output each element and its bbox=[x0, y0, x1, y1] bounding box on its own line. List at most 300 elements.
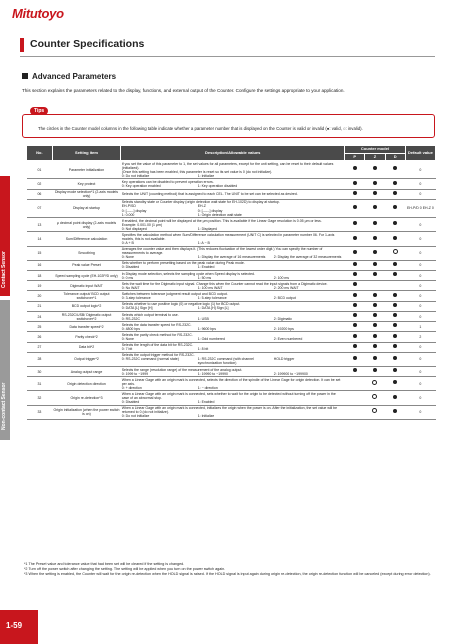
allowed-value: 0: Disabled bbox=[121, 400, 140, 405]
col-desc: Description/Allowable values bbox=[121, 146, 345, 161]
valid-dot-icon bbox=[393, 166, 397, 170]
valid-dot-icon bbox=[373, 272, 377, 276]
model-p-validity bbox=[345, 332, 365, 342]
allowed-value: 0: 4800 bps bbox=[121, 326, 140, 331]
param-number: 26 bbox=[27, 332, 53, 342]
table-row bbox=[27, 218, 436, 232]
allowed-value: 0: 7 bit bbox=[121, 347, 133, 352]
model-d-validity bbox=[385, 281, 405, 291]
description bbox=[121, 377, 345, 391]
default-value: 0 bbox=[405, 232, 435, 246]
allowed-value: 1: DATA [H] Sign [L] bbox=[197, 306, 229, 311]
valid-dot-icon bbox=[373, 344, 377, 348]
allowed-value: 1: 19990 to −19990 bbox=[197, 371, 228, 376]
valid-dot-icon bbox=[353, 313, 357, 317]
valid-dot-icon bbox=[373, 191, 377, 195]
allowed-value: 1: − direction bbox=[197, 385, 218, 390]
table-row bbox=[27, 281, 436, 291]
allowed-values bbox=[122, 296, 344, 300]
model-z-validity bbox=[365, 260, 385, 270]
valid-dot-icon bbox=[373, 166, 377, 170]
col-model: Counter model bbox=[345, 146, 406, 154]
description-line: Averages the counter value and then displays it. (This reduces fluctuation of the lowest order digit.) You can specify the number of measurements to average. bbox=[121, 247, 323, 256]
table-row bbox=[27, 311, 436, 321]
setting-item: Parameter initialization bbox=[52, 161, 120, 179]
param-number: 24 bbox=[27, 311, 53, 321]
valid-dot-icon bbox=[353, 334, 357, 338]
model-d-validity bbox=[385, 377, 405, 391]
default-value: 0 bbox=[405, 391, 435, 405]
model-z-validity bbox=[365, 271, 385, 281]
model-d-validity bbox=[385, 342, 405, 352]
model-p-validity bbox=[345, 367, 365, 377]
description-line: Selects which output terminal to use. bbox=[121, 312, 179, 317]
description bbox=[121, 218, 345, 232]
allowed-value: 0: + direction bbox=[121, 385, 142, 390]
model-p-validity bbox=[345, 199, 365, 217]
description bbox=[121, 391, 345, 405]
table-row bbox=[27, 291, 436, 301]
description bbox=[121, 291, 345, 301]
setting-item: Display at startup bbox=[52, 199, 120, 217]
side-tab-contact bbox=[0, 176, 10, 296]
table-row bbox=[27, 246, 436, 260]
table-row bbox=[27, 301, 436, 311]
description-line: Selects the output trigger method for RS-232C. bbox=[121, 353, 195, 358]
valid-dot-icon bbox=[353, 262, 357, 266]
param-number: 18 bbox=[27, 271, 53, 281]
allowed-value: 0: A + B bbox=[121, 240, 134, 245]
valid-dot-icon bbox=[393, 221, 397, 225]
valid-dot-icon bbox=[353, 293, 357, 297]
valid-dot-icon bbox=[353, 205, 357, 209]
model-p-validity bbox=[345, 301, 365, 311]
param-number: 21 bbox=[27, 301, 53, 311]
description-line: Sets whether to perform presetting based on the peak value during Peak mode. bbox=[121, 261, 245, 266]
description bbox=[121, 322, 345, 332]
table-row bbox=[27, 199, 436, 217]
param-number: 28 bbox=[27, 352, 53, 366]
description-line: (Once this setting has been enabled, this parameter is reset so its set value is 0 (do not initialize). bbox=[121, 169, 273, 174]
invalid-circle-icon bbox=[393, 249, 398, 254]
invalid-circle-icon bbox=[372, 380, 377, 385]
model-d-validity bbox=[385, 161, 405, 179]
description-line: Selects the parity check method for RS-232C. bbox=[121, 332, 193, 337]
allowed-values bbox=[122, 400, 344, 404]
allowed-values bbox=[122, 414, 344, 418]
model-z-validity bbox=[365, 161, 385, 179]
setting-item: Key protect bbox=[52, 179, 120, 189]
setting-item: Sum/Difference calculation bbox=[52, 232, 120, 246]
description bbox=[121, 189, 345, 199]
table-row bbox=[27, 332, 436, 342]
allowed-value: EH-P/SD bbox=[121, 204, 136, 209]
description bbox=[121, 271, 345, 281]
allowed-value: 1: Odd numbered bbox=[197, 336, 225, 341]
allowed-value: 1: Display the average of 16 measurements bbox=[197, 255, 266, 260]
table-body bbox=[27, 161, 436, 420]
allowed-value: EH-Z bbox=[197, 204, 206, 209]
description-line: Example: 0.001.00 (1 μm) bbox=[121, 222, 163, 227]
default-value: 0 bbox=[405, 281, 435, 291]
param-number: 15 bbox=[27, 246, 53, 260]
allowed-value: 1: Enabled bbox=[197, 400, 215, 405]
allowed-values bbox=[122, 286, 344, 290]
title-rule bbox=[20, 56, 435, 57]
param-number: 33 bbox=[27, 405, 53, 419]
model-p-validity bbox=[345, 405, 365, 419]
valid-dot-icon bbox=[353, 236, 357, 240]
parameter-table bbox=[26, 145, 436, 420]
valid-dot-icon bbox=[373, 236, 377, 240]
default-value: 0 bbox=[405, 161, 435, 179]
model-z-validity bbox=[365, 332, 385, 342]
valid-dot-icon bbox=[353, 250, 357, 254]
table-row bbox=[27, 161, 436, 179]
model-d-validity bbox=[385, 246, 405, 260]
allowed-value: 1: 0.000 bbox=[121, 212, 135, 217]
model-z-validity bbox=[365, 189, 385, 199]
table-row bbox=[27, 232, 436, 246]
brand-logo: Mitutoyo bbox=[12, 6, 64, 21]
valid-dot-icon bbox=[373, 205, 377, 209]
valid-dot-icon bbox=[393, 293, 397, 297]
setting-item: Display mode selection*1 (2-axis models only) bbox=[52, 189, 120, 199]
description-line: When a Linear Gage with an origin mark is connected, sets whether to wait for the origin to be detected without turning off the power in the case of an abnormal stop. bbox=[121, 392, 336, 401]
allowed-value: 0: None bbox=[121, 255, 134, 260]
setting-item: Tolerance output/ BCD output switchover*1 bbox=[52, 291, 120, 301]
allowed-value: 0: Disabled bbox=[121, 265, 140, 270]
default-value: 0 bbox=[405, 271, 435, 281]
model-z-validity bbox=[365, 246, 385, 260]
description-line: Selects whether to use positive logic (0) or negative logic (1) for BCD output. bbox=[121, 302, 241, 307]
allowed-values bbox=[122, 386, 344, 390]
invalid-circle-icon bbox=[372, 394, 377, 399]
setting-item: Origin re-detection*3 bbox=[52, 391, 120, 405]
model-z-validity bbox=[365, 301, 385, 311]
valid-dot-icon bbox=[393, 205, 397, 209]
allowed-value: 0: None bbox=[121, 336, 134, 341]
description bbox=[121, 246, 345, 260]
tips-badge: Tips bbox=[30, 107, 48, 115]
param-number: 31 bbox=[27, 377, 53, 391]
default-value: 0 bbox=[405, 311, 435, 321]
valid-dot-icon bbox=[393, 272, 397, 276]
model-z-validity bbox=[365, 291, 385, 301]
setting-item: Origin initialization (when the power switch is on) bbox=[52, 405, 120, 419]
valid-dot-icon bbox=[373, 356, 377, 360]
model-d-validity bbox=[385, 199, 405, 217]
description-line: In Display mode selection, selects the sampling cycle when Speed display is selected. bbox=[121, 271, 255, 276]
side-tab-noncontact bbox=[0, 300, 10, 440]
allowed-value: 1: USB bbox=[197, 316, 209, 321]
page-number-box bbox=[0, 610, 38, 644]
allowed-values bbox=[122, 213, 344, 217]
model-z-validity bbox=[365, 232, 385, 246]
valid-dot-icon bbox=[353, 282, 357, 286]
col-item: Setting item bbox=[52, 146, 120, 161]
model-z-validity bbox=[365, 391, 385, 405]
allowed-values bbox=[122, 327, 344, 331]
default-value: 0 bbox=[405, 301, 435, 311]
allowed-values bbox=[122, 306, 344, 310]
allowed-value: 1: 50 ms bbox=[197, 275, 212, 280]
default-value: 0 bbox=[405, 291, 435, 301]
model-p-validity bbox=[345, 352, 365, 366]
default-value: 1 bbox=[405, 322, 435, 332]
model-z-validity bbox=[365, 405, 385, 419]
description-line: Selects the range (resolution range) of the measurement of the analog output. bbox=[121, 367, 243, 372]
allowed-value: 1: Origin detection wait state bbox=[197, 212, 242, 217]
allowed-value: 0: RS-232C command (normal state) bbox=[121, 357, 179, 362]
valid-dot-icon bbox=[353, 368, 357, 372]
allowed-values bbox=[122, 357, 344, 365]
valid-dot-icon bbox=[393, 313, 397, 317]
table-row bbox=[27, 377, 436, 391]
description bbox=[121, 352, 345, 366]
model-z-validity bbox=[365, 311, 385, 321]
section-heading bbox=[22, 72, 116, 81]
allowed-value: 0: Not displayed bbox=[121, 226, 147, 231]
allowed-values bbox=[122, 317, 344, 321]
allowed-value: 1: Enabled bbox=[197, 265, 215, 270]
model-d-validity bbox=[385, 311, 405, 321]
valid-dot-icon bbox=[373, 313, 377, 317]
model-z-validity bbox=[365, 322, 385, 332]
param-number: 06 bbox=[27, 189, 53, 199]
allowed-values bbox=[122, 227, 344, 231]
footnote: *3 When the setting is enabled, the Counter will wait for the origin re-detection when the HOLD signal is raised. If the HOLD signal is input again during origin re-detection, the origin re-detection function will be canceled (except during error detection). bbox=[24, 571, 431, 576]
model-z-validity bbox=[365, 281, 385, 291]
section-title: Advanced Parameters bbox=[32, 72, 117, 81]
setting-item: Origin detection direction bbox=[52, 377, 120, 391]
setting-item: μ decimal point display (2-axis models only) bbox=[52, 218, 120, 232]
allowed-values bbox=[122, 276, 344, 280]
description-line: Selects standby state or Counter display (origin detection wait state for EH-102D) to display at startup. bbox=[121, 200, 280, 205]
description-line: Specifies the calculation method when Sum/Difference calculation measurement (UNIT C) is selected in parameter number 06. For 1-axis models, this is not available. bbox=[121, 232, 335, 241]
setting-item: Smoothing bbox=[52, 246, 120, 260]
allowed-value: 1: RS-232C command (with channel synchronization function) bbox=[197, 357, 254, 366]
description-line: Sets the wait time for the Digimatic input signal. Change this when the Counter cannot read the input signals from a Digimatic device. bbox=[121, 281, 328, 286]
valid-dot-icon bbox=[393, 356, 397, 360]
col-p: P bbox=[345, 153, 365, 161]
description-line: If you set the value of this parameter to 1, the set values for all parameters, except for the unit setting, can be reset to their default values (initialized). bbox=[121, 161, 334, 170]
param-number: 25 bbox=[27, 322, 53, 332]
setting-item: Output trigger*2 bbox=[52, 352, 120, 366]
footnotes bbox=[24, 562, 436, 577]
allowed-value: 0: [------] display bbox=[121, 208, 147, 213]
valid-dot-icon bbox=[393, 181, 397, 185]
allowed-value: 2: 200 ms WAIT bbox=[273, 285, 299, 290]
model-p-validity bbox=[345, 271, 365, 281]
valid-dot-icon bbox=[353, 303, 357, 307]
valid-dot-icon bbox=[353, 344, 357, 348]
description bbox=[121, 301, 345, 311]
setting-item: Analog output range bbox=[52, 367, 120, 377]
description-line: Selects the data transfer speed for RS-232C. bbox=[121, 322, 192, 327]
model-p-validity bbox=[345, 281, 365, 291]
col-default: Default value bbox=[405, 146, 435, 161]
allowed-value: 1: Initialize bbox=[197, 173, 215, 178]
model-d-validity bbox=[385, 189, 405, 199]
model-z-validity bbox=[365, 352, 385, 366]
valid-dot-icon bbox=[353, 221, 357, 225]
allowed-values bbox=[122, 337, 344, 341]
table-row bbox=[27, 342, 436, 352]
valid-dot-icon bbox=[353, 191, 357, 195]
description-line: Selects the length of the data bit for RS-232C. bbox=[121, 343, 194, 348]
valid-dot-icon bbox=[353, 356, 357, 360]
allowed-value: 0: Do not initialize bbox=[121, 173, 150, 178]
allowed-value: 0: Key operation enabled bbox=[121, 184, 161, 189]
default-value: 0 bbox=[405, 367, 435, 377]
model-d-validity bbox=[385, 332, 405, 342]
allowed-value: 0: RS-232C bbox=[121, 316, 140, 321]
allowed-value: 1: 9600 bps bbox=[197, 326, 216, 331]
valid-dot-icon bbox=[393, 409, 397, 413]
allowed-value: 2: BCD output bbox=[273, 296, 296, 301]
setting-item: Data transfer speed*2 bbox=[52, 322, 120, 332]
model-p-validity bbox=[345, 232, 365, 246]
model-p-validity bbox=[345, 218, 365, 232]
default-value: 0 bbox=[405, 352, 435, 366]
valid-dot-icon bbox=[393, 191, 397, 195]
valid-dot-icon bbox=[373, 334, 377, 338]
allowed-value: 2: 100 ms bbox=[273, 275, 290, 280]
param-number: 19 bbox=[27, 281, 53, 291]
table-row bbox=[27, 271, 436, 281]
default-value: 0 bbox=[405, 342, 435, 352]
param-number: 16 bbox=[27, 260, 53, 270]
description-line: Switches between tolerance judgment result output and BCD output. bbox=[121, 292, 228, 297]
allowed-value: 1: Displayed bbox=[197, 226, 217, 231]
valid-dot-icon bbox=[373, 262, 377, 266]
valid-dot-icon bbox=[373, 323, 377, 327]
allowed-value: 1: 5-step tolerance bbox=[197, 296, 227, 301]
setting-item: Parity check*2 bbox=[52, 332, 120, 342]
table-row bbox=[27, 179, 436, 189]
allowed-value: 2: Even numbered bbox=[273, 336, 303, 341]
table-row bbox=[27, 260, 436, 270]
description bbox=[121, 405, 345, 419]
param-number: 30 bbox=[27, 367, 53, 377]
table-row bbox=[27, 391, 436, 405]
valid-dot-icon bbox=[353, 272, 357, 276]
page-title: Counter Specifications bbox=[30, 38, 145, 50]
valid-dot-icon bbox=[393, 323, 397, 327]
page-number: 1-59 bbox=[6, 621, 23, 630]
setting-item: Data bit*2 bbox=[52, 342, 120, 352]
model-p-validity bbox=[345, 189, 365, 199]
footnote: *1 The Preset value and tolerance value that had been set will be cleared if the setting is changed. bbox=[24, 562, 185, 566]
model-d-validity bbox=[385, 260, 405, 270]
model-p-validity bbox=[345, 342, 365, 352]
col-d: D bbox=[385, 153, 405, 161]
valid-dot-icon bbox=[373, 221, 377, 225]
allowed-values bbox=[122, 265, 344, 269]
param-number: 01 bbox=[27, 161, 53, 179]
valid-dot-icon bbox=[373, 293, 377, 297]
model-p-validity bbox=[345, 377, 365, 391]
default-value: EH-P/D 0 EH-Z 0 bbox=[405, 199, 435, 217]
model-p-validity bbox=[345, 391, 365, 405]
allowed-value: 1: 100 ms WAIT bbox=[197, 285, 223, 290]
valid-dot-icon bbox=[393, 236, 397, 240]
param-number: 14 bbox=[27, 232, 53, 246]
description bbox=[121, 199, 345, 217]
allowed-values bbox=[122, 255, 344, 259]
allowed-value: 2: Digimatic bbox=[273, 316, 292, 321]
model-d-validity bbox=[385, 301, 405, 311]
footnote: *2 Turn off the power switch after changing the setting. The setting will be applied when you turn on the power switch again. bbox=[24, 566, 226, 571]
param-number: 02 bbox=[27, 179, 53, 189]
model-d-validity bbox=[385, 271, 405, 281]
col-z: Z bbox=[365, 153, 385, 161]
side-tab-noncontact-label: Non-contact Sensor bbox=[1, 382, 7, 430]
param-number: 07 bbox=[27, 199, 53, 217]
model-p-validity bbox=[345, 291, 365, 301]
description bbox=[121, 161, 345, 179]
description-line: If enabled, the decimal point will be displayed at the μm position. This is available if the Linear Gage resolution is 0.05 μm or less. bbox=[121, 218, 322, 223]
model-d-validity bbox=[385, 232, 405, 246]
description bbox=[121, 232, 345, 246]
model-z-validity bbox=[365, 377, 385, 391]
valid-dot-icon bbox=[373, 181, 377, 185]
setting-item: Digimatic input WAIT bbox=[52, 281, 120, 291]
model-z-validity bbox=[365, 342, 385, 352]
model-z-validity bbox=[365, 179, 385, 189]
model-p-validity bbox=[345, 246, 365, 260]
param-number: 20 bbox=[27, 291, 53, 301]
model-p-validity bbox=[345, 322, 365, 332]
model-p-validity bbox=[345, 161, 365, 179]
col-no: No. bbox=[27, 146, 53, 161]
model-z-validity bbox=[365, 218, 385, 232]
side-tab-contact-label: Contact Sensor bbox=[1, 251, 7, 288]
allowed-value: 2: 199900 to −199900 bbox=[273, 371, 308, 376]
param-number: 13 bbox=[27, 218, 53, 232]
allowed-values bbox=[122, 372, 344, 376]
model-d-validity bbox=[385, 322, 405, 332]
model-d-validity bbox=[385, 179, 405, 189]
default-value: 0 bbox=[405, 405, 435, 419]
valid-dot-icon bbox=[393, 334, 397, 338]
valid-dot-icon bbox=[353, 166, 357, 170]
description-line: Key operations can be disabled to prevent operation errors. bbox=[121, 180, 214, 185]
square-bullet-icon bbox=[22, 73, 28, 79]
model-z-validity bbox=[365, 367, 385, 377]
intro-text: This section explains the parameters related to the display, functions, and external output of the Counter. Configure the settings appropriate to your application. bbox=[22, 88, 345, 93]
allowed-value: 0: 3-step tolerance bbox=[121, 296, 151, 301]
description bbox=[121, 342, 345, 352]
valid-dot-icon bbox=[393, 303, 397, 307]
description bbox=[121, 281, 345, 291]
description bbox=[121, 311, 345, 321]
description-line: Selects the UNIT (counting method) that is assigned to each CEL. The UNIT to be set can be selected as desired. bbox=[121, 192, 298, 197]
table-row bbox=[27, 367, 436, 377]
setting-item: RS-232C/USB/ Digimatic output switchover*2 bbox=[52, 311, 120, 321]
model-d-validity bbox=[385, 352, 405, 366]
allowed-values bbox=[122, 174, 344, 178]
valid-dot-icon bbox=[393, 344, 397, 348]
default-value: 0 bbox=[405, 179, 435, 189]
table-row bbox=[27, 189, 436, 199]
default-value: 2 bbox=[405, 332, 435, 342]
model-d-validity bbox=[385, 367, 405, 377]
valid-dot-icon bbox=[393, 380, 397, 384]
valid-dot-icon bbox=[373, 250, 377, 254]
setting-item: Speed sampling cycle (EH-102P/D only) bbox=[52, 271, 120, 281]
